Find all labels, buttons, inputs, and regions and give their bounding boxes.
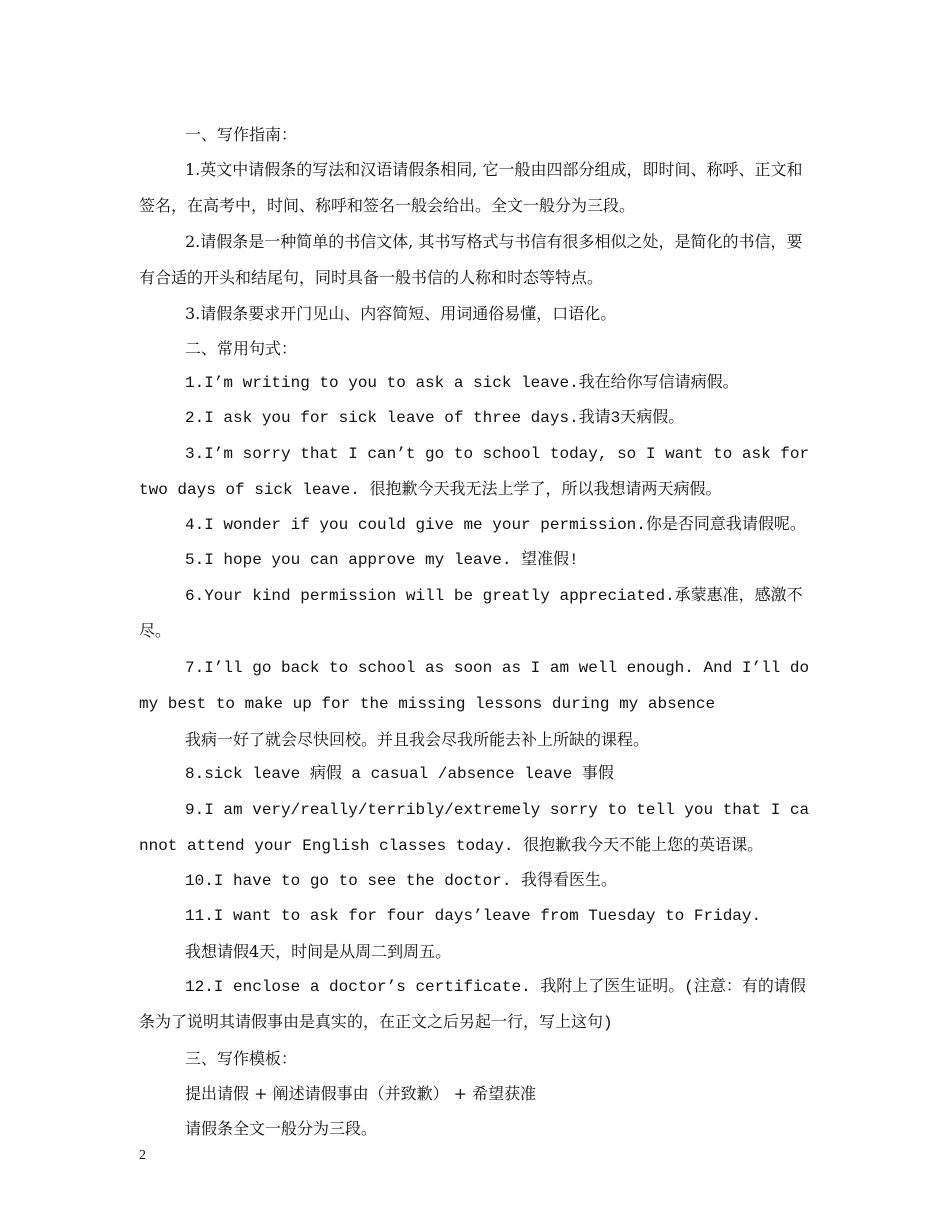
sentence-5: 5.I hope you can approve my leave. 望准假! xyxy=(185,551,579,569)
sentence-11-translation: 我想请假4天，时间是从周二到周五。 xyxy=(185,942,452,961)
sentence-12: 12.I enclose a doctor’s certificate. 我附上了医生证明。(注意：有的请假条为了说明其请假事由是真实的，在正文之后另起一行，写上这句) xyxy=(139,978,806,1032)
guide-point-1: 1.英文中请假条的写法和汉语请假条相同, 它一般由四部分组成，即时间、称呼、正文和签名，在高考中，时间、称呼和签名一般会给出。全文一般分为三段。 xyxy=(139,160,803,215)
sentence-4: 4.I wonder if you could give me your permission.你是否同意我请假呢。 xyxy=(185,516,806,534)
page-number: 2 xyxy=(139,1148,146,1163)
guide-point-2: 2.请假条是一种简单的书信文体, 其书写格式与书信有很多相似之处，是简化的书信，要有合适的开头和结尾句，同时具备一般书信的人称和时态等特点。 xyxy=(139,232,803,287)
sentence-11: 11.I want to ask for four days’leave from Tuesday to Friday. xyxy=(185,907,762,925)
template-note: 请假条全文一般分为三段。 xyxy=(185,1119,378,1138)
sentence-9: 9.I am very/really/terribly/extremely sorry to tell you that I cannot attend your English classes today. 很抱歉我今天不能上您的英语课。 xyxy=(139,801,810,855)
sentence-8: 8.sick leave 病假 a casual /absence leave 事假 xyxy=(185,765,614,783)
sentence-3: 3.I’m sorry that I can’t go to school today, so I want to ask for two days of sick leave. 很抱歉今天我无法上学了，所以我想请两天病假。 xyxy=(139,445,810,499)
guide-point-3: 3.请假条要求开门见山、内容简短、用词通俗易懂，口语化。 xyxy=(185,304,617,323)
section-heading-writing-template: 三、写作模板： xyxy=(185,1049,298,1068)
sentence-1: 1.I’m writing to you to ask a sick leave.我在给你写信请病假。 xyxy=(185,374,739,392)
template-structure: 提出请假 + 阐述请假事由（并致歉） + 希望获准 xyxy=(185,1084,537,1103)
sentence-2: 2.I ask you for sick leave of three days.我请3天病假。 xyxy=(185,409,685,427)
sentence-7: 7.I’ll go back to school as soon as I am well enough. And I’ll do my best to make up for the missing lessons during my absence xyxy=(139,659,810,713)
sentence-7-translation: 我病一好了就会尽快回校。并且我会尽我所能去补上所缺的课程。 xyxy=(185,730,650,749)
document-body xyxy=(139,117,815,1146)
section-heading-writing-guide: 一、写作指南： xyxy=(185,125,298,144)
section-heading-common-sentences: 二、常用句式： xyxy=(185,339,298,358)
sentence-6: 6.Your kind permission will be greatly appreciated.承蒙惠准，感激不尽。 xyxy=(139,587,803,641)
sentence-10: 10.I have to go to see the doctor. 我得看医生。 xyxy=(185,872,618,890)
